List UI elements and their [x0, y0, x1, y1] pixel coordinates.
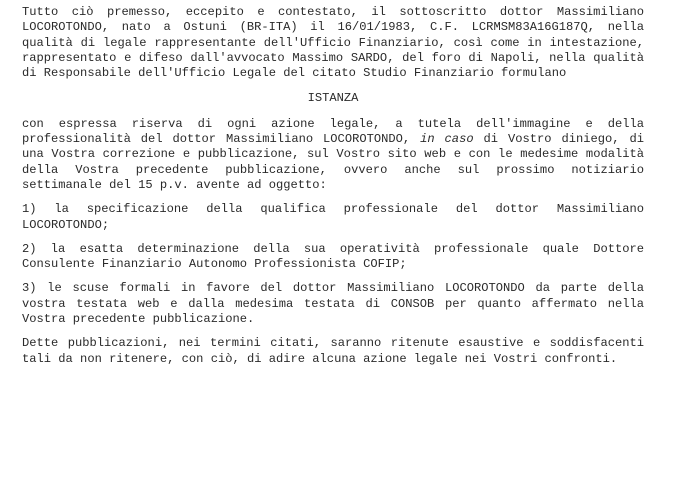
list-item-1: 1) la specificazione della qualifica professionale del dottor Massimiliano LOCOROTONDO;	[22, 202, 644, 232]
section-heading: ISTANZA	[307, 91, 359, 106]
request-paragraph	[22, 117, 644, 193]
request-text-part2: di Vostro diniego, di una Vostra correzione e pubblicazione, sul Vostro sito web e con le medesime modalità della Vostra precedente pubblicazione, ovvero anche sul prossimo notiziario settimanale del 15 p.v. avente ad oggetto:	[22, 132, 645, 192]
closing-paragraph: Dette pubblicazioni, nei termini citati, saranno ritenute esaustive e soddisfacenti tali da non ritenere, con ciò, di adire alcuna azione legale nei Vostri confronti.	[22, 336, 644, 366]
document-page	[22, 5, 644, 367]
request-text-part1: con espressa riserva di ogni azione legale, a tutela dell'immagine e della professionalità del dottor Massimiliano LOCOROTONDO,	[22, 116, 644, 147]
intro-paragraph: Tutto ciò premesso, eccepito e contestato, il sottoscritto dottor Massimiliano LOCOROTONDO, nato a Ostuni (BR-ITA) il 16/01/1983, C.F. LCRMSM83A16G187Q, nella qualità di legale rappresentante dell'Ufficio Finanziario, così come in intestazione, rappresentato e difeso dall'avvocato Massimo SARDO, del foro di Napoli, nella qualità di Responsabile dell'Ufficio Legale del citato Studio Finanziario formulano	[22, 5, 644, 81]
request-text-italic: in caso	[420, 132, 474, 147]
list-item-2: 2) la esatta determinazione della sua operatività professionale quale Dottore Consulente Finanziario Autonomo Professionista COFIP;	[22, 241, 644, 272]
list-item-3: 3) le scuse formali in favore del dottor Massimiliano LOCOROTONDO da parte della vostra testata web e dalla medesima testata di CONSOB per quanto affermato nella Vostra precedente pubblicazione.	[22, 281, 644, 327]
